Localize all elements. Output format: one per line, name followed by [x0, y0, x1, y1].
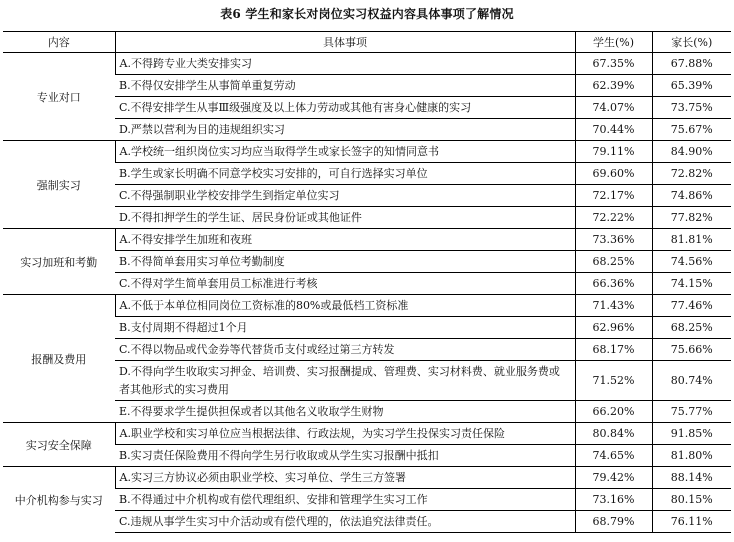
item-cell: C.不得强制职业学校安排学生到指定单位实习	[115, 185, 575, 207]
student-value: 68.79%	[575, 511, 652, 533]
parent-value: 75.67%	[652, 119, 731, 141]
item-cell: C.不得对学生简单套用员工标准进行考核	[115, 273, 575, 295]
student-value: 71.43%	[575, 295, 652, 317]
student-value: 69.60%	[575, 163, 652, 185]
student-value: 74.07%	[575, 97, 652, 119]
parent-value: 74.86%	[652, 185, 731, 207]
parent-value: 81.81%	[652, 229, 731, 251]
parent-value: 72.82%	[652, 163, 731, 185]
item-cell: A.学校统一组织岗位实习均应当取得学生或家长签字的知情同意书	[115, 141, 575, 163]
table-row	[3, 295, 731, 317]
table-row	[3, 53, 731, 75]
item-cell: B.实习责任保险费用不得向学生另行收取或从学生实习报酬中抵扣	[115, 445, 575, 467]
parent-value: 77.46%	[652, 295, 731, 317]
parent-value: 80.74%	[652, 361, 731, 401]
item-cell: A.职业学校和实习单位应当根据法律、行政法规，为实习学生投保实习责任保险	[115, 423, 575, 445]
header-student: 学生(%)	[575, 32, 652, 53]
item-cell: A.不得跨专业大类安排实习	[115, 53, 575, 75]
item-cell: B.支付周期不得超过1个月	[115, 317, 575, 339]
parent-value: 65.39%	[652, 75, 731, 97]
item-cell: A.不得安排学生加班和夜班	[115, 229, 575, 251]
parent-value: 74.56%	[652, 251, 731, 273]
student-value: 80.84%	[575, 423, 652, 445]
header-parent: 家长(%)	[652, 32, 731, 53]
header-category: 内容	[3, 32, 115, 53]
student-value: 62.96%	[575, 317, 652, 339]
item-cell: B.不得通过中介机构或有偿代理组织、安排和管理学生实习工作	[115, 489, 575, 511]
header-item: 具体事项	[115, 32, 575, 53]
category-cell: 中介机构参与实习	[3, 467, 115, 533]
student-value: 79.42%	[575, 467, 652, 489]
student-value: 72.17%	[575, 185, 652, 207]
category-cell: 实习安全保障	[3, 423, 115, 467]
student-value: 68.17%	[575, 339, 652, 361]
student-value: 71.52%	[575, 361, 652, 401]
parent-value: 76.11%	[652, 511, 731, 533]
item-cell: D.不得扣押学生的学生证、居民身份证或其他证件	[115, 207, 575, 229]
item-cell: C.不得安排学生从事Ⅲ级强度及以上体力劳动或其他有害身心健康的实习	[115, 97, 575, 119]
parent-value: 75.77%	[652, 401, 731, 423]
item-cell: E.不得要求学生提供担保或者以其他名义收取学生财物	[115, 401, 575, 423]
student-value: 72.22%	[575, 207, 652, 229]
parent-value: 74.15%	[652, 273, 731, 295]
parent-value: 88.14%	[652, 467, 731, 489]
student-value: 79.11%	[575, 141, 652, 163]
table-row	[3, 423, 731, 445]
table-row	[3, 229, 731, 251]
rights-table	[3, 31, 731, 533]
item-cell: B.不得仅安排学生从事简单重复劳动	[115, 75, 575, 97]
header-row	[3, 32, 731, 53]
item-cell: A.实习三方协议必须由职业学校、实习单位、学生三方签署	[115, 467, 575, 489]
category-cell: 专业对口	[3, 53, 115, 141]
student-value: 62.39%	[575, 75, 652, 97]
table-title: 表6 学生和家长对岗位实习权益内容具体事项了解情况	[220, 7, 514, 21]
parent-value: 81.80%	[652, 445, 731, 467]
item-cell: C.违规从事学生实习中介活动或有偿代理的，依法追究法律责任。	[115, 511, 575, 533]
category-cell: 实习加班和考勤	[3, 229, 115, 295]
parent-value: 73.75%	[652, 97, 731, 119]
item-cell: C.不得以物品或代金券等代替货币支付或经过第三方转发	[115, 339, 575, 361]
parent-value: 68.25%	[652, 317, 731, 339]
student-value: 66.36%	[575, 273, 652, 295]
student-value: 73.36%	[575, 229, 652, 251]
item-cell: D.不得向学生收取实习押金、培训费、实习报酬提成、管理费、实习材料费、就业服务费或者其他形式的实习费用	[115, 361, 575, 401]
item-cell: A.不低于本单位相同岗位工资标准的80%或最低档工资标准	[115, 295, 575, 317]
parent-value: 91.85%	[652, 423, 731, 445]
item-cell: B.不得简单套用实习单位考勤制度	[115, 251, 575, 273]
student-value: 68.25%	[575, 251, 652, 273]
parent-value: 80.15%	[652, 489, 731, 511]
category-cell: 报酬及费用	[3, 295, 115, 423]
item-cell: B.学生或家长明确不同意学校实习安排的，可自行选择实习单位	[115, 163, 575, 185]
student-value: 67.35%	[575, 53, 652, 75]
item-cell: D.严禁以营利为目的违规组织实习	[115, 119, 575, 141]
parent-value: 77.82%	[652, 207, 731, 229]
parent-value: 75.66%	[652, 339, 731, 361]
student-value: 74.65%	[575, 445, 652, 467]
table-row	[3, 141, 731, 163]
category-cell: 强制实习	[3, 141, 115, 229]
parent-value: 67.88%	[652, 53, 731, 75]
student-value: 66.20%	[575, 401, 652, 423]
student-value: 73.16%	[575, 489, 652, 511]
student-value: 70.44%	[575, 119, 652, 141]
table-row	[3, 467, 731, 489]
parent-value: 84.90%	[652, 141, 731, 163]
